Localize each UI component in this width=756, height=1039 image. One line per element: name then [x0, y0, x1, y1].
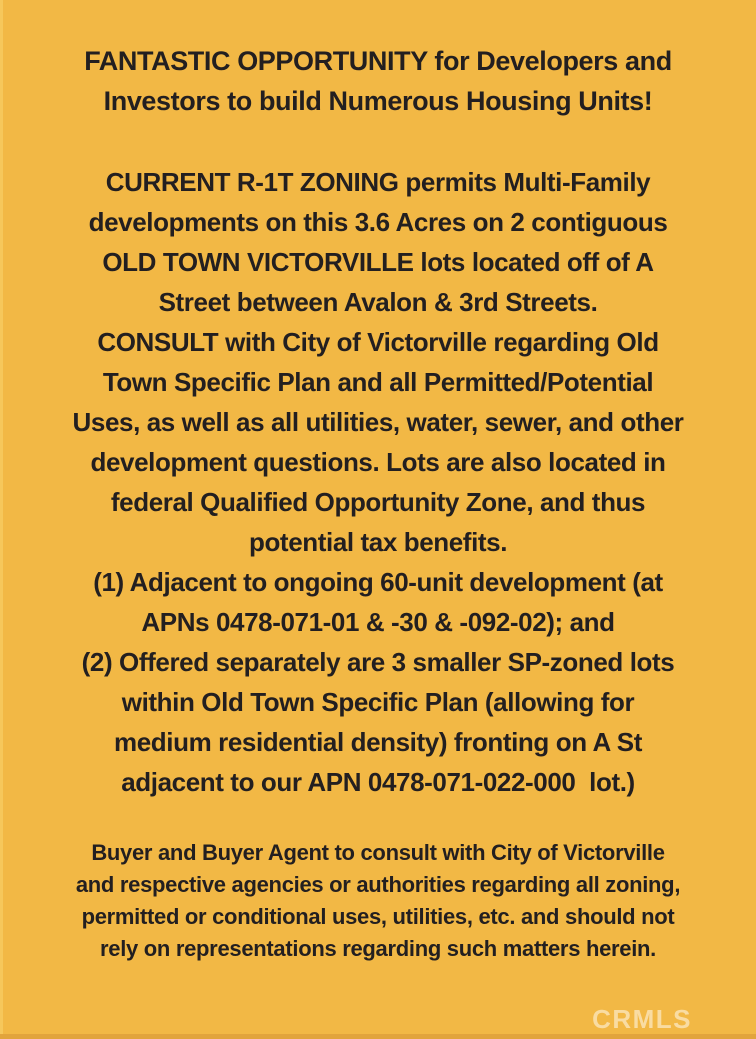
disclaimer-line: rely on representations regarding such matters herein. [100, 936, 656, 961]
body-line: adjacent to our APN 0478-071-022-000 lot.) [121, 767, 635, 797]
body-line: CURRENT R-1T ZONING permits Multi-Family [105, 167, 651, 197]
disclaimer-line: Buyer and Buyer Agent to consult with City of Victorville [91, 840, 665, 865]
body-line: Uses, as well as all utilities, water, sewer, and other [72, 407, 684, 437]
body-line: development questions. Lots are also located in [90, 447, 666, 477]
disclaimer-line: permitted or conditional uses, utilities, etc. and should not [81, 904, 675, 929]
body-line: potential tax benefits. [248, 527, 508, 557]
body-line: OLD TOWN VICTORVILLE lots located off of A [102, 247, 654, 277]
body-line: Street between Avalon & 3rd Streets. [158, 287, 598, 317]
body-line: CONSULT with City of Victorville regarding Old [97, 327, 659, 357]
headline [0, 41, 756, 121]
headline-line: FANTASTIC OPPORTUNITY for Developers and [84, 46, 672, 76]
body-line: within Old Town Specific Plan (allowing for [121, 687, 635, 717]
crmls-watermark: CRMLS [592, 1004, 692, 1034]
body-text [0, 162, 756, 802]
body-line: (2) Offered separately are 3 smaller SP-zoned lots [81, 647, 675, 677]
disclaimer-line: and respective agencies or authorities regarding all zoning, [75, 872, 681, 897]
body-line: (1) Adjacent to ongoing 60-unit development (at [93, 567, 663, 597]
body-line: medium residential density) fronting on A St [114, 727, 642, 757]
headline-line: Investors to build Numerous Housing Units! [103, 86, 653, 116]
bottom-edge-artifact [0, 1034, 756, 1039]
body-line: Town Specific Plan and all Permitted/Potential [102, 367, 654, 397]
body-line: federal Qualified Opportunity Zone, and thus [110, 487, 646, 517]
left-edge-artifact [0, 0, 3, 1039]
disclaimer [0, 837, 756, 965]
body-line: APNs 0478-071-01 & -30 & -092-02); and [141, 607, 615, 637]
body-line: developments on this 3.6 Acres on 2 contiguous [88, 207, 668, 237]
